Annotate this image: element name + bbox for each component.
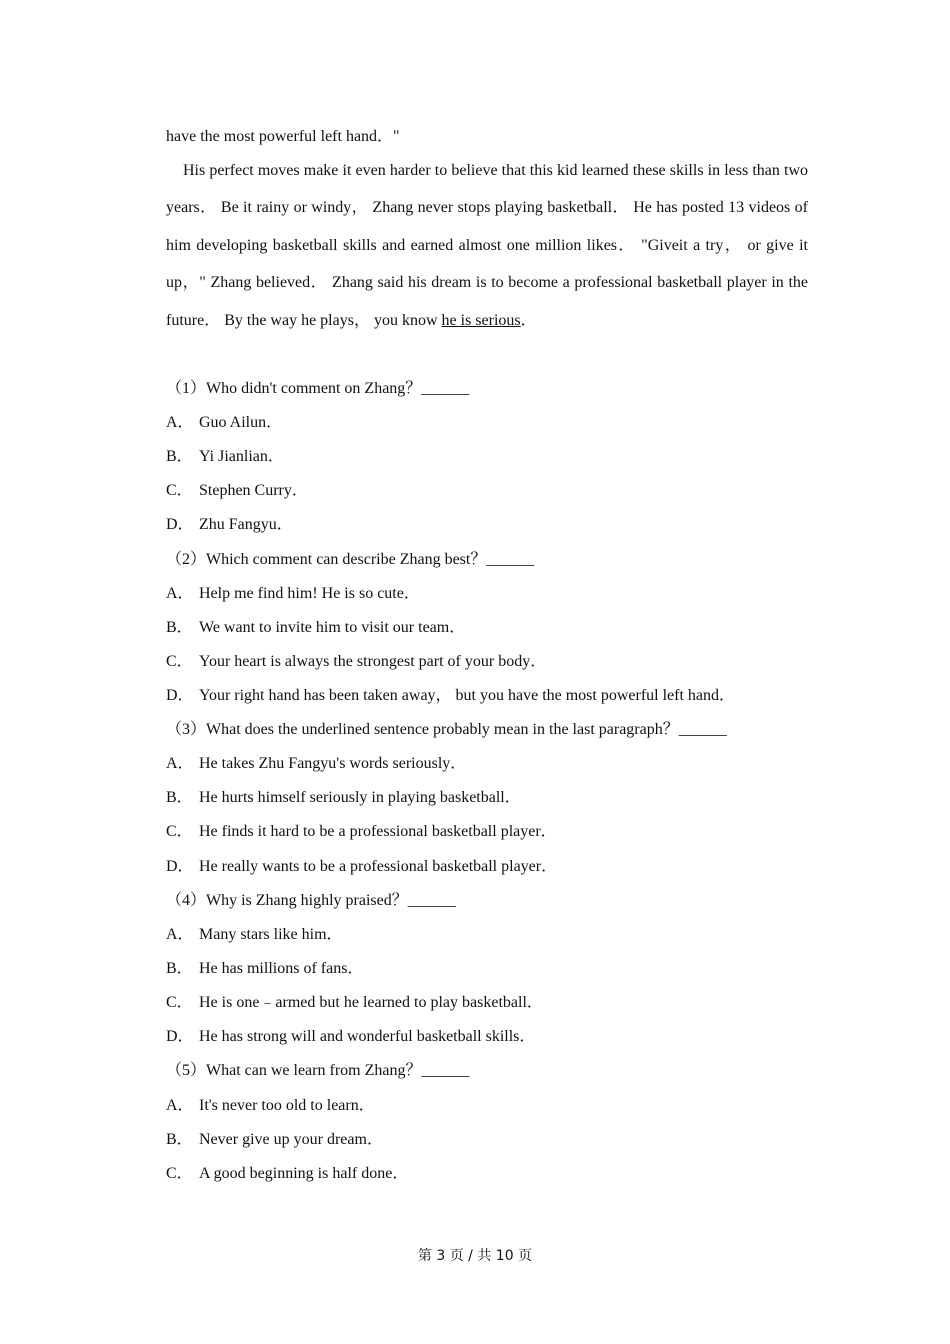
question-4-option-c[interactable] bbox=[166, 993, 543, 1013]
question-1-option-a[interactable] bbox=[166, 413, 282, 433]
option-text: He really wants to be a professional basketball player． bbox=[199, 858, 558, 875]
question-1-option-b[interactable] bbox=[166, 447, 284, 467]
question-2-option-d[interactable] bbox=[166, 686, 735, 706]
question-2-option-a[interactable] bbox=[166, 584, 420, 604]
option-text: He is one﹣armed but he learned to play basketball． bbox=[199, 994, 543, 1011]
option-text: He has strong will and wonderful basketball skills． bbox=[199, 1028, 536, 1045]
question-1-stem: （1）Who didn't comment on Zhang？______ bbox=[166, 380, 470, 397]
option-letter: B． bbox=[166, 619, 193, 636]
option-text: He takes Zhu Fangyu's words seriously． bbox=[199, 755, 467, 772]
question-5-stem: （5）What can we learn from Zhang？______ bbox=[166, 1062, 470, 1079]
option-letter: A． bbox=[166, 1097, 194, 1114]
question-4-stem: （4）Why is Zhang highly praised？______ bbox=[166, 892, 456, 909]
paragraph-end: ． bbox=[520, 311, 537, 329]
option-text: Stephen Curry． bbox=[199, 482, 308, 499]
question-3-option-c[interactable] bbox=[166, 822, 557, 842]
option-letter: A． bbox=[166, 585, 194, 602]
option-letter: B． bbox=[166, 960, 193, 977]
option-text: He finds it hard to be a professional basketball player． bbox=[199, 823, 557, 840]
option-letter: C． bbox=[166, 823, 193, 840]
question-4-option-a[interactable] bbox=[166, 925, 343, 945]
option-letter: C． bbox=[166, 653, 193, 670]
option-text: He has millions of fans． bbox=[199, 960, 364, 977]
passage-paragraph bbox=[166, 152, 808, 339]
option-letter: B． bbox=[166, 1131, 193, 1148]
option-letter: A． bbox=[166, 755, 194, 772]
option-text: Guo Ailun． bbox=[199, 414, 283, 431]
question-3-option-b[interactable] bbox=[166, 788, 521, 808]
option-text: We want to invite him to visit our team． bbox=[199, 619, 466, 636]
question-4-option-b[interactable] bbox=[166, 959, 363, 979]
question-5-option-b[interactable] bbox=[166, 1130, 383, 1150]
question-2-option-b[interactable] bbox=[166, 618, 465, 638]
option-letter: C． bbox=[166, 1165, 193, 1182]
option-letter: B． bbox=[166, 789, 193, 806]
option-text: Zhu Fangyu． bbox=[199, 516, 293, 533]
option-text: He hurts himself seriously in playing basketball． bbox=[199, 789, 521, 806]
question-2-option-c[interactable] bbox=[166, 652, 546, 672]
option-letter: A． bbox=[166, 926, 194, 943]
option-text: Never give up your dream． bbox=[199, 1131, 383, 1148]
question-4-option-d[interactable] bbox=[166, 1027, 535, 1047]
option-letter: D． bbox=[166, 858, 194, 875]
option-letter: D． bbox=[166, 1028, 194, 1045]
option-text: Many stars like him． bbox=[199, 926, 343, 943]
option-letter: C． bbox=[166, 482, 193, 499]
option-letter: A． bbox=[166, 414, 194, 431]
question-1-option-c[interactable] bbox=[166, 481, 308, 501]
question-5-option-a[interactable] bbox=[166, 1096, 375, 1116]
option-letter: C． bbox=[166, 994, 193, 1011]
option-letter: D． bbox=[166, 687, 194, 704]
page-number-footer: 第 3 页 / 共 10 页 bbox=[417, 1248, 533, 1264]
option-text: Your heart is always the strongest part of your body． bbox=[199, 653, 547, 670]
question-2-stem: （2）Which comment can describe Zhang best？______ bbox=[166, 551, 535, 568]
passage-continued-line: have the most powerful left hand．" bbox=[166, 128, 400, 145]
question-5-option-c[interactable] bbox=[166, 1164, 408, 1184]
option-text: Help me find him! He is so cute． bbox=[199, 585, 420, 602]
question-1-option-d[interactable] bbox=[166, 515, 293, 535]
option-text: Yi Jianlian． bbox=[199, 448, 284, 465]
option-letter: B． bbox=[166, 448, 193, 465]
question-3-option-a[interactable] bbox=[166, 754, 466, 774]
question-3-stem: （3）What does the underlined sentence probably mean in the last paragraph？______ bbox=[166, 721, 727, 738]
option-text: Your right hand has been taken away， but you have the most powerful left hand． bbox=[199, 687, 736, 704]
option-text: A good beginning is half done． bbox=[199, 1165, 409, 1182]
option-letter: D． bbox=[166, 516, 194, 533]
underlined-sentence: he is serious bbox=[441, 311, 521, 329]
paragraph-text: His perfect moves make it even harder to believe that this kid learned these skills in less than two years． Be it rainy or windy， Zhang never stops playing basketball． He has posted 13 videos of him developing basketball skills and earned almost one million likes． "Giveit a try， or give it up，" Zhang believed． Zhang said his dream is to become a professional basketball player in the future． By the way he plays， you know bbox=[166, 162, 809, 329]
option-text: It's never too old to learn． bbox=[199, 1097, 375, 1114]
question-3-option-d[interactable] bbox=[166, 857, 557, 877]
